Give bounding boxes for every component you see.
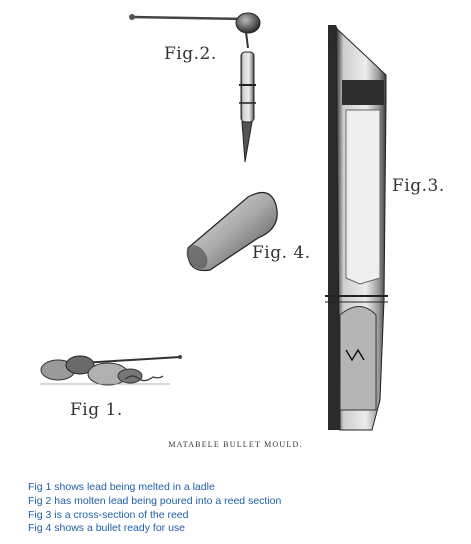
figure-notes	[28, 481, 458, 536]
note-fig4: Fig 4 shows a bullet ready for use	[28, 522, 185, 535]
fig1-drawing	[40, 355, 182, 385]
note-fig3: Fig 3 is a cross-section of the reed	[28, 508, 189, 521]
note-fig1: Fig 1 shows lead being melted in a ladle	[28, 481, 215, 493]
fig1-label: Fig 1.	[70, 400, 123, 420]
fig3-label: Fig.3.	[392, 176, 445, 196]
fig3-drawing	[325, 25, 388, 430]
note-fig2: Fig 2 has molten lead being poured into a reed section	[28, 494, 282, 507]
fig2-label: Fig.2.	[164, 44, 217, 64]
plate-caption: MATABELE BULLET MOULD.	[168, 440, 303, 449]
fig2-drawing	[129, 13, 260, 162]
fig4-label: Fig. 4.	[252, 243, 311, 263]
